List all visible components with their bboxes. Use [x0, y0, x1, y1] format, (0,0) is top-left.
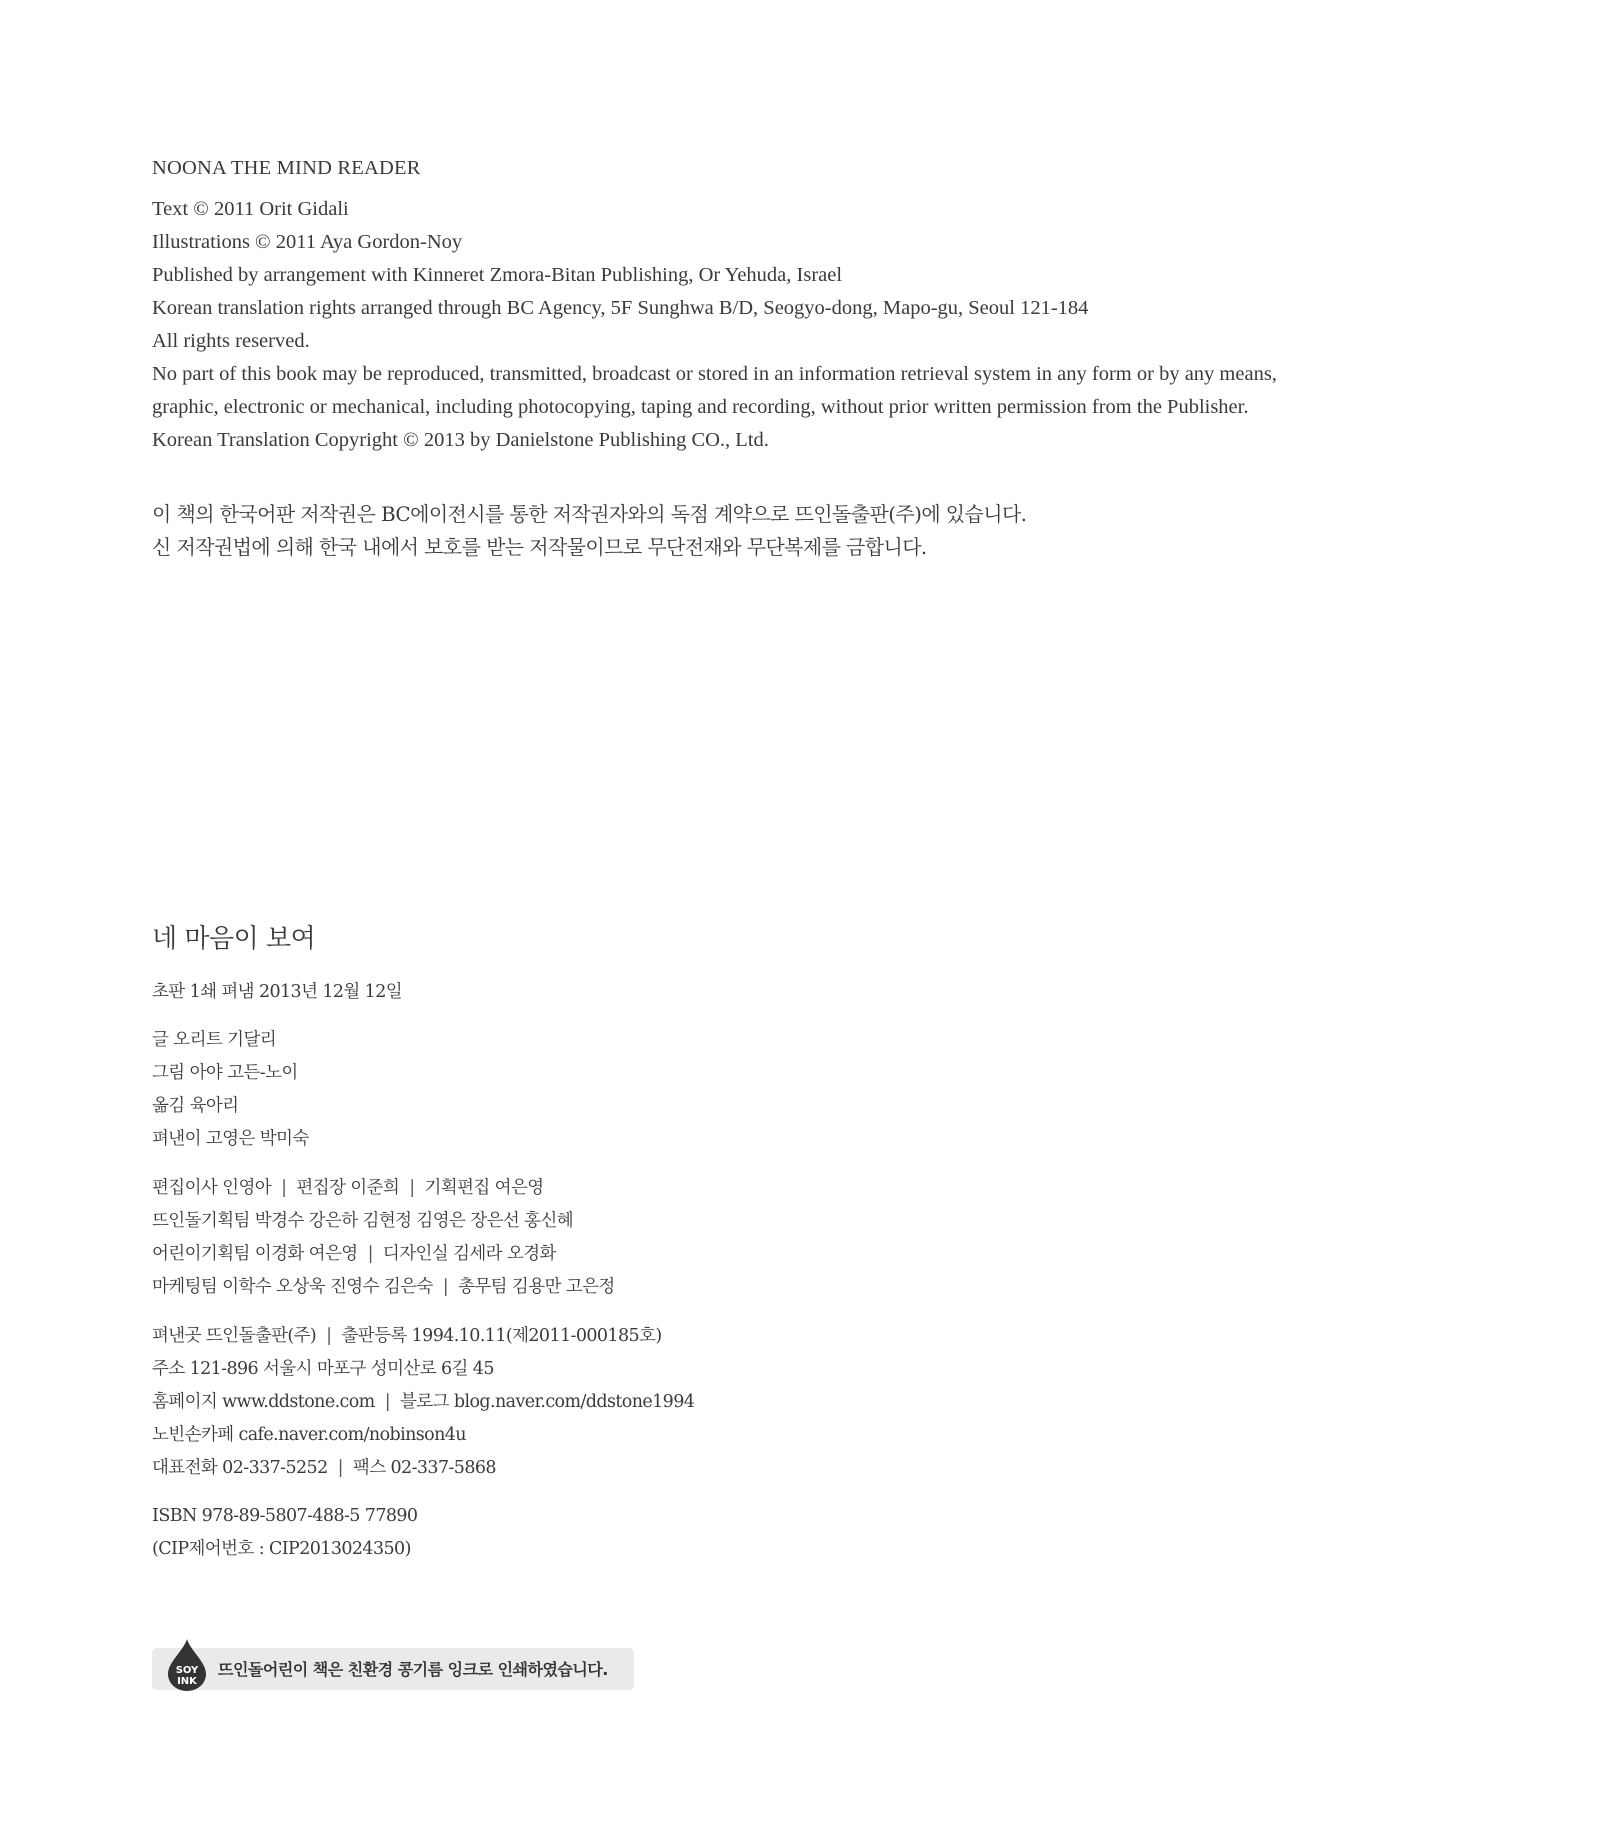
fax-number: 팩스 02-337-5868	[352, 1458, 496, 1478]
cip-number: (CIP제어번호 : CIP2013024350)	[152, 1539, 411, 1559]
chief-editor: 편집장 이준희	[296, 1178, 400, 1198]
children-planning-team: 어린이기획팀 이경화 여은영	[152, 1244, 358, 1264]
korean-notice-line-1: 이 책의 한국어판 저작권은 BC에이전시를 통한 저작권자와의 독점 계약으로 뜨인돌출판(주)에 있습니다.	[152, 502, 1027, 526]
separator: |	[409, 1178, 415, 1198]
publisher-person-credit: 펴낸이 고영은 박미숙	[152, 1129, 309, 1149]
soy-ink-notice: 뜨인돌어린이 책은 친환경 콩기름 잉크로 인쇄하였습니다.	[218, 1660, 608, 1679]
separator: |	[367, 1244, 373, 1264]
separator: |	[337, 1458, 343, 1478]
translation-copyright-line: Korean Translation Copyright © 2013 by Danielstone Publishing CO., Ltd.	[152, 429, 769, 451]
separator: |	[442, 1277, 449, 1297]
homepage-url: 홈페이지 www.ddstone.com	[152, 1392, 375, 1412]
publisher-address: 주소 121-896 서울시 마포구 성미산로 6길 45	[152, 1359, 494, 1379]
staff-line-4	[152, 1271, 615, 1304]
staff-line-2: 뜨인돌기획팀 박경수 강은하 김현정 김영은 장은선 홍신혜	[152, 1211, 574, 1231]
author-credit: 글 오리트 기달리	[152, 1030, 277, 1050]
translation-rights-line: Korean translation rights arranged through BC Agency, 5F Sunghwa B/D, Seogyo-dong, Mapo-gu, Seoul 121-184	[152, 297, 1089, 319]
publisher-info-block	[152, 1320, 694, 1485]
cafe-url: 노빈손카페 cafe.naver.com/nobinson4u	[152, 1425, 466, 1445]
korean-notice-line-2: 신 저작권법에 의해 한국 내에서 보호를 받는 저작물이므로 무단전재와 무단복제를 금합니다.	[152, 535, 927, 559]
staff-line-1	[152, 1172, 615, 1205]
soy-label: SOY	[175, 1665, 199, 1676]
first-print-date: 초판 1쇄 펴냄 2013년 12월 12일	[152, 982, 403, 1002]
soy-ink-banner	[152, 1648, 634, 1690]
illustrator-credit: 그림 아야 고든-노이	[152, 1063, 298, 1083]
credits-block	[152, 1024, 309, 1156]
publisher-line-1	[152, 1320, 694, 1353]
isbn-block	[152, 1500, 417, 1566]
general-affairs-team: 총무팀 김용만 고은정	[458, 1277, 615, 1297]
korean-copyright-notice	[152, 498, 1026, 564]
staff-block	[152, 1172, 615, 1304]
blog-url: 블로그 blog.naver.com/ddstone1994	[399, 1392, 695, 1412]
design-team: 디자인실 김세라 오경화	[382, 1244, 556, 1264]
publisher-line-3	[152, 1386, 694, 1419]
separator: |	[384, 1392, 390, 1412]
reproduction-notice-line-1: No part of this book may be reproduced, transmitted, broadcast or stored in an information retrieval system in any form or by any means,	[152, 363, 1277, 385]
editorial-director: 편집이사 인영아	[152, 1178, 272, 1198]
reproduction-notice-line-2: graphic, electronic or mechanical, including photocopying, taping and recording, without prior written permission from the Publisher.	[152, 396, 1249, 418]
english-book-title: NOONA THE MIND READER	[152, 157, 421, 179]
phone-number: 대표전화 02-337-5252	[152, 1458, 328, 1478]
publisher-line-5	[152, 1452, 694, 1485]
korean-book-title: 네 마음이 보여	[152, 924, 316, 954]
arrangement-line: Published by arrangement with Kinneret Zmora-Bitan Publishing, Or Yehuda, Israel	[152, 264, 843, 286]
isbn-number: ISBN 978-89-5807-488-5 77890	[152, 1506, 418, 1526]
separator: |	[281, 1178, 287, 1198]
separator: |	[326, 1326, 332, 1346]
translator-credit: 옮김 육아리	[152, 1096, 239, 1116]
rights-reserved-line: All rights reserved.	[152, 330, 310, 352]
staff-line-3	[152, 1238, 615, 1271]
ink-label: INK	[177, 1676, 197, 1687]
illustrations-copyright-line: Illustrations © 2011 Aya Gordon-Noy	[152, 231, 463, 253]
english-copyright-block	[152, 152, 1277, 457]
planning-editor: 기획편집 여은영	[424, 1178, 544, 1198]
marketing-team: 마케팅팀 이학수 오상욱 진영수 김은숙	[152, 1277, 433, 1297]
registration-number: 출판등록 1994.10.11(제2011-000185호)	[341, 1326, 662, 1346]
text-copyright-line: Text © 2011 Orit Gidali	[152, 198, 349, 220]
publisher-name: 펴낸곳 뜨인돌출판(주)	[152, 1326, 317, 1346]
soy-ink-drop-icon	[166, 1638, 208, 1692]
